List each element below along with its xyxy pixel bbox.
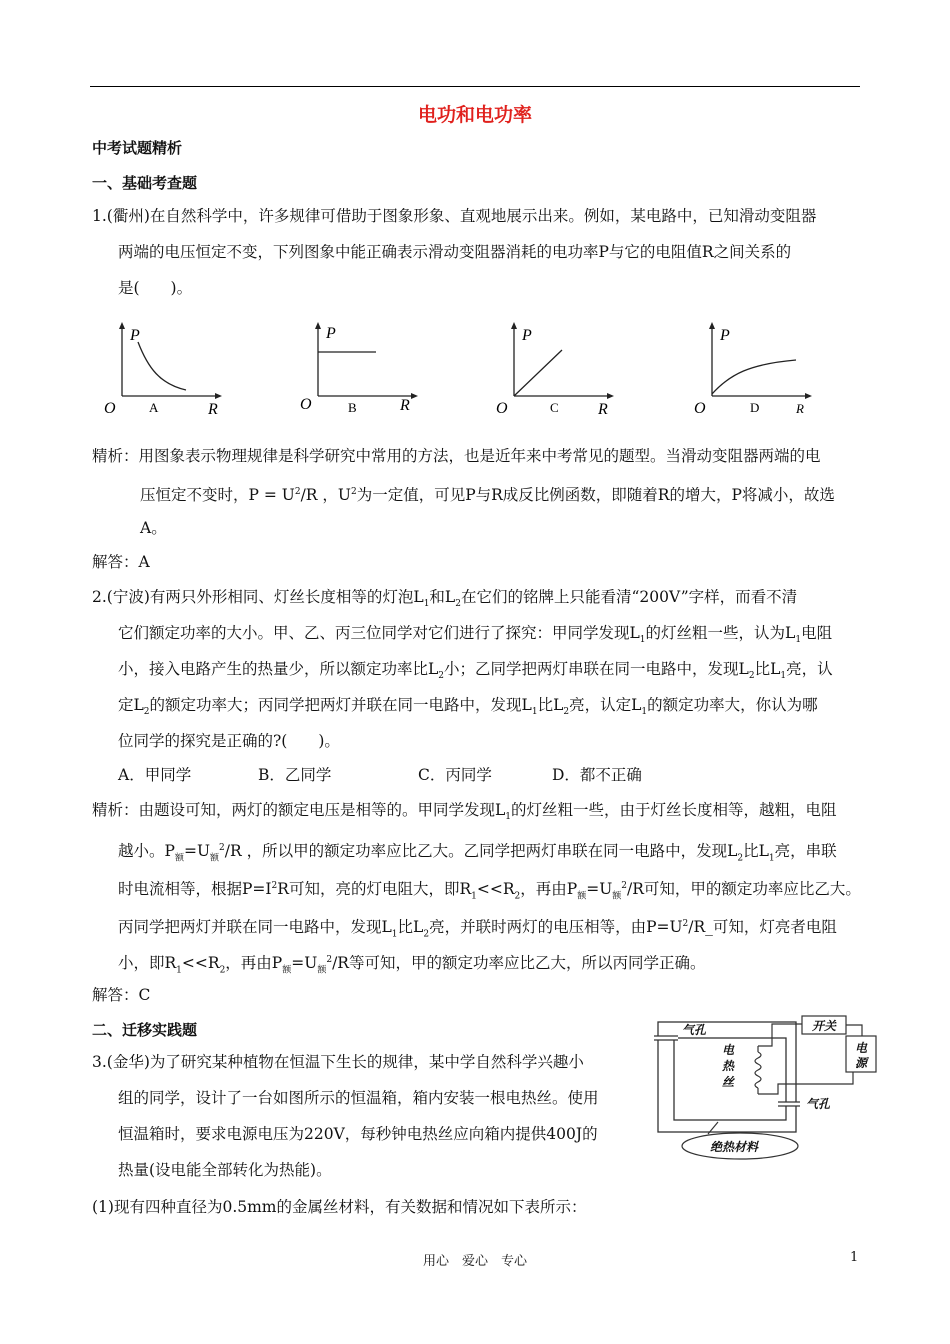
graph-c <box>492 318 622 418</box>
vent-bottom-label: 气孔 <box>806 1097 831 1111</box>
q1-line1: 1.(衢州)在自然科学中，许多规律可借助于图象形象、直观地展示出来。例如，某电路中，已知滑动变阻器 <box>92 207 817 225</box>
q2-analysis-line1: 精析：由题设可知，两灯的额定电压是相等的。甲同学发现$L_1$的灯丝粗一些，由于灯丝长度相等，越粗，电阻 <box>92 801 837 823</box>
graph-a-label: A <box>149 400 159 415</box>
graph-c-curve <box>514 350 562 396</box>
heater-label-1: 电 <box>722 1043 735 1057</box>
heater-coil <box>755 1052 761 1088</box>
q2-answer: 解答：C <box>92 986 151 1004</box>
graph-d-p-label: P <box>720 327 730 344</box>
vent-top-label: 气孔 <box>682 1023 707 1037</box>
graph-a <box>100 318 230 418</box>
graph-a-curve <box>138 342 186 390</box>
power-label-1: 电 <box>855 1041 868 1055</box>
q2-analysis-line2: 越小。$P_额=U_额^2/R$ ，所以甲的额定功率应比乙大。乙同学把两灯串联在同一电路中，发现$L_2$比$L_1$亮，串联 <box>118 842 837 864</box>
q2-option-c: C．丙同学 <box>418 766 492 784</box>
power-label-2: 源 <box>855 1056 868 1070</box>
q1-analysis-line2: 压恒定不变时，$P = U^2/R$ ，$U^2$为一定值，可见P与R成反比例函数，即随着R的增大，P将减小，故选 <box>140 486 835 505</box>
graph-d-curve <box>712 360 796 394</box>
q3-line1: 3.(金华)为了研究某种植物在恒温下生长的规律，某中学自然科学兴趣小 <box>92 1053 584 1071</box>
graph-d-r-label: R <box>796 401 804 416</box>
q2-line1: 2.(宁波)有两只外形相同、灯丝长度相等的灯泡$L_1$和$L_2$在它们的铭牌上只能看清“200V”字样，而看不清 <box>92 588 798 610</box>
q1-line3: 是( )。 <box>118 279 193 297</box>
insulation-label: 绝热材料 <box>710 1140 759 1154</box>
q3-line4: 热量(设电能全部转化为热能)。 <box>118 1161 332 1179</box>
page-number: 1 <box>850 1250 859 1265</box>
page-title: 电功和电功率 <box>417 104 532 126</box>
q2-line4: 定$L_2$的额定功率大；丙同学把两灯并联在同一电路中，发现$L_1$比$L_2$亮，认定$L_1$的额定功率大，你认为哪 <box>118 696 818 718</box>
graph-a-p-label: P <box>130 327 140 344</box>
graph-d <box>690 318 820 418</box>
q2-line2: 它们额定功率的大小。甲、乙、丙三位同学对它们进行了探究：甲同学发现$L_1$的灯丝粗一些，认为$L_1$电阻 <box>118 624 833 646</box>
graph-b-o-label: O <box>300 396 312 413</box>
page-footer: 用心 爱心 专心 <box>422 1254 527 1269</box>
section1-heading: 一、基础考查题 <box>92 174 198 192</box>
q1-answer: 解答：A <box>92 553 150 571</box>
graph-b-p-label: P <box>326 325 336 342</box>
q2-option-b: B．乙同学 <box>258 766 332 784</box>
q2-analysis-line4: 丙同学把两灯并联在同一电路中，发现$L_1$比$L_2$亮，并联时两灯的电压相等，由$P=U^2/R\_$可知，灯亮者电阻 <box>118 918 837 940</box>
graph-b <box>296 318 426 418</box>
graph-c-o-label: O <box>496 400 508 417</box>
q2-option-a: A．甲同学 <box>118 766 192 784</box>
incubator-diagram <box>648 1014 888 1164</box>
q3-line2: 组的同学，设计了一台如图所示的恒温箱，箱内安装一根电热丝。使用 <box>118 1089 599 1107</box>
graph-c-p-label: P <box>522 327 532 344</box>
q1-analysis-line3: A。 <box>140 519 167 537</box>
heater-label-3: 丝 <box>722 1075 735 1089</box>
q2-analysis-line5: 小，即$R_1<<R_2$，再由$P_额=U_额^2/R$等可知，甲的额定功率应比乙大，所以丙同学正确。 <box>118 954 706 976</box>
q2-line5: 位同学的探究是正确的?( )。 <box>118 732 340 750</box>
q2-analysis-line3: 时电流相等，根据$P=I^2R$可知，亮的灯电阻大，即$R_1<<R_2$，再由$P_额=U_额^2/R$可知，甲的额定功率应比乙大。 <box>118 880 861 902</box>
section2-heading: 二、迁移实践题 <box>92 1021 198 1039</box>
graph-d-o-label: O <box>694 400 706 417</box>
graph-b-r-label: R <box>400 397 410 414</box>
graph-a-r-label: R <box>208 401 218 418</box>
q2-option-d: D．都不正确 <box>552 766 642 784</box>
q1-line2: 两端的电压恒定不变，下列图象中能正确表示滑动变阻器消耗的电功率P与它的电阻值R之间关系的 <box>118 243 792 261</box>
graph-c-label: C <box>550 400 559 415</box>
q3-line5: (1)现有四种直径为0.5mm的金属丝材料，有关数据和情况如下表所示： <box>92 1198 587 1216</box>
switch-label: 开关 <box>812 1019 837 1033</box>
section-main-heading: 中考试题精析 <box>92 139 183 157</box>
q1-analysis-line1: 精析：用图象表示物理规律是科学研究中常用的方法，也是近年来中考常见的题型。当滑动变阻器两端的电 <box>92 447 821 465</box>
graph-a-o-label: O <box>104 400 116 417</box>
q3-line3: 恒温箱时，要求电源电压为220V，每秒钟电热丝应向箱内提供400J的 <box>118 1125 598 1143</box>
graph-d-label: D <box>750 400 760 415</box>
header-rule <box>90 86 860 87</box>
heater-label-2: 热 <box>722 1059 735 1073</box>
q2-line3: 小，接入电路产生的热量少，所以额定功率比$L_2$小；乙同学把两灯串联在同一电路中，发现$L_2$比$L_1$亮，认 <box>118 660 833 682</box>
graph-c-r-label: R <box>598 401 608 418</box>
graph-b-label: B <box>348 400 357 415</box>
